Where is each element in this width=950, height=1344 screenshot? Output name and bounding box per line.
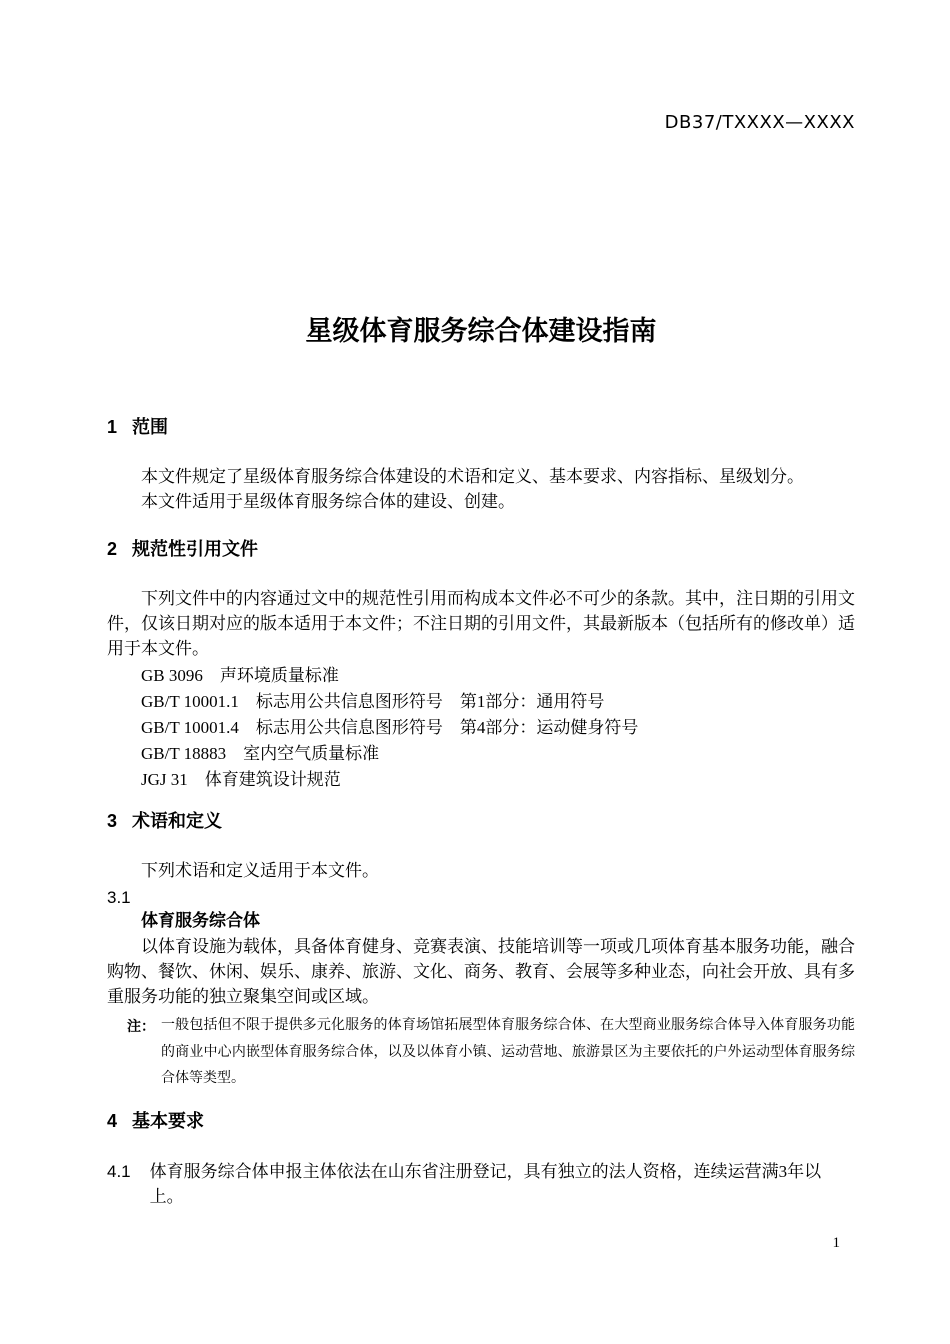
section-1-number: 1 [107,417,118,437]
reference-item: GB/T 10001.1 标志用公共信息图形符号 第1部分：通用符号 [141,692,605,711]
term-number: 3.1 [107,888,131,907]
reference-list [107,663,855,793]
reference-item: GB 3096 声环境质量标准 [141,666,339,685]
term-note [127,1013,855,1093]
reference-item: GB/T 10001.4 标志用公共信息图形符号 第4部分：运动健身符号 [141,718,639,737]
clause-4-1 [107,1159,855,1209]
section-1-title: 范围 [132,417,169,437]
document-title: 星级体育服务综合体建设指南 [305,316,657,346]
section-4-number: 4 [107,1110,118,1131]
section-1-heading [107,416,855,438]
section-3-number: 3 [107,811,118,831]
page-number: 1 [832,1235,840,1251]
section-2-intro: 下列文件中的内容通过文中的规范性引用而构成本文件必不可少的条款。其中，注日期的引用文件，仅该日期对应的版本适用于本文件；不注日期的引用文件，其最新版本（包括所有的修改单）适用于本文件。 [107,589,855,658]
note-label: 注： [127,1018,155,1034]
section-2-heading [107,538,855,560]
section-1-paragraph: 本文件规定了星级体育服务综合体建设的术语和定义、基本要求、内容指标、星级划分。 [141,467,804,486]
section-3-title: 术语和定义 [132,811,223,831]
clause-number: 4.1 [107,1161,131,1181]
section-4-heading [107,1110,855,1132]
section-3-heading [107,810,855,832]
term-name: 体育服务综合体 [141,911,260,930]
section-1-paragraph: 本文件适用于星级体育服务综合体的建设、创建。 [141,492,515,511]
reference-item: JGJ 31 体育建筑设计规范 [141,770,341,789]
section-4-title: 基本要求 [132,1110,205,1131]
section-3-intro: 下列术语和定义适用于本文件。 [141,861,379,880]
note-text: 一般包括但不限于提供多元化服务的体育场馆拓展型体育服务综合体、在大型商业服务综合体导入体育服务功能的商业中心内嵌型体育服务综合体，以及以体育小镇、运动营地、旅游景区为主要依托的户外运动型体育服务综合体等类型。 [161,1018,855,1086]
document-code: DB37/TXXXX—XXXX [664,112,855,133]
section-2-number: 2 [107,539,118,559]
term-definition: 以体育设施为载体，具备体育健身、竞赛表演、技能培训等一项或几项体育基本服务功能，融合购物、餐饮、休闲、娱乐、康养、旅游、文化、商务、教育、会展等多种业态，向社会开放、具有多重服务功能的独立聚集空间或区域。 [107,937,855,1006]
clause-text: 体育服务综合体申报主体依法在山东省注册登记，具有独立的法人资格，连续运营满3年以上。 [149,1161,822,1206]
reference-item: GB/T 18883 室内空气质量标准 [141,744,380,763]
section-2-title: 规范性引用文件 [132,539,259,559]
